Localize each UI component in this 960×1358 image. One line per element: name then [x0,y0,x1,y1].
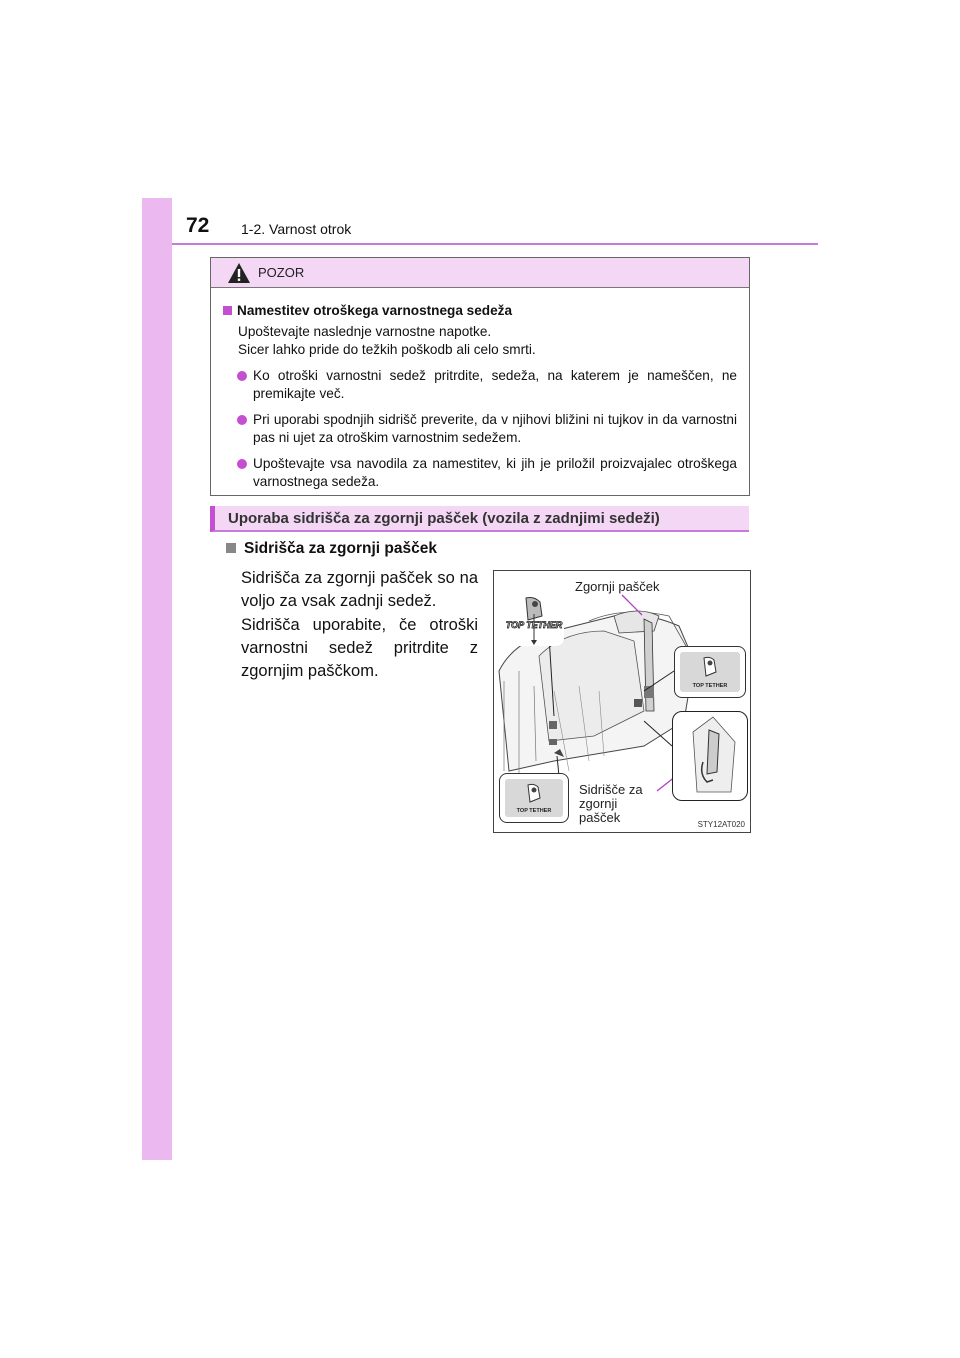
bullet-dot-icon [237,415,247,425]
warning-bullet: Upoštevajte vsa navodila za namestitev, ki jih je priložil proizvajalec otroškega varnostnega sedeža. [223,455,743,491]
content-paragraph-1: Sidrišča za zgornji pašček so na voljo za vsak zadnji sedež. [241,569,478,610]
top-tether-symbol [504,594,564,646]
section-title: 1-2. Varnost otrok [241,221,352,237]
child-seat-icon [680,654,740,682]
tether-illustration [493,570,751,833]
warning-triangle-icon [227,262,251,284]
badge-text: TOP TETHER [516,808,552,814]
square-bullet-icon [226,543,236,553]
warning-header [211,258,749,288]
section-band [210,506,749,532]
top-tether-big-text: TOP TETHER [505,620,563,630]
page-number: 72 [186,214,210,237]
warning-bullet: Ko otroški varnostni sedež pritrdite, sedeža, na katerem je nameščen, ne premikajte več. [223,367,743,403]
bullet-dot-icon [237,459,247,469]
warning-box [210,257,750,496]
square-bullet-icon [223,306,232,315]
warning-subheading: Namestitev otroškega varnostnega sedeža [223,302,743,320]
label-tether-anchor: Sidrišče za zgornji pašček [579,782,643,825]
label-top-tether-strap: Zgornji pašček [575,579,660,594]
warning-label: POZOR [258,265,305,280]
section-band-title: Uporaba sidrišča za zgornji pašček (vozila z zadnjimi sedeži) [228,510,660,527]
header-divider [172,243,818,245]
anchor-hook-drawing [673,712,747,800]
warning-bullet: Pri uporabi spodnjih sidrišč preverite, da v njihovi bližini ni tujkov in da varnostni pas ni ujet za otroškim varnostnim sedežem. [223,411,743,447]
warning-intro-1: Upoštevajte naslednje varnostne napotke. [238,324,492,339]
bullet-dot-icon [237,371,247,381]
tether-badge [674,646,746,698]
badge-text: TOP TETHER [692,683,728,689]
warning-intro-2: Sicer lahko pride do težkih poškodb ali celo smrti. [238,342,536,357]
figure-code: STY12AT020 [697,820,745,829]
warning-body [211,288,749,491]
anchor-detail-inset [672,711,748,801]
content-paragraph-2: Sidrišča uporabite, če otroški varnostni sedež pritrdite z zgornjim paščkom. [241,616,478,680]
side-tab-bar [142,198,172,1160]
child-seat-icon [505,781,563,807]
tether-badge [499,773,569,823]
content-subheading: Sidrišča za zgornji pašček [226,540,437,558]
